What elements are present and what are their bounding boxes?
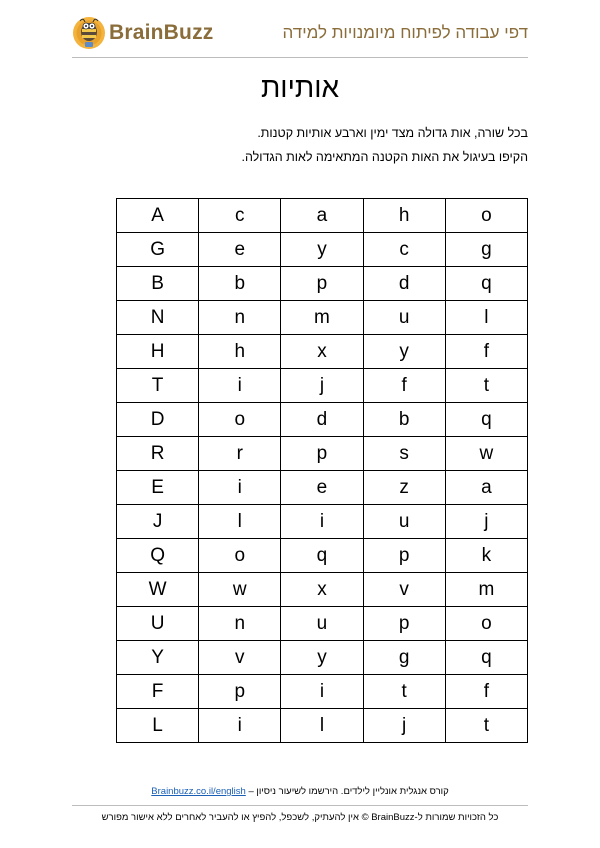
grid-row xyxy=(117,607,528,641)
instructions xyxy=(100,121,528,169)
lowercase-letter-cell[interactable]: f xyxy=(445,335,527,369)
grid-row xyxy=(117,437,528,471)
lowercase-letter-cell[interactable]: j xyxy=(281,369,363,403)
lowercase-letter-cell[interactable]: z xyxy=(363,471,445,505)
lowercase-letter-cell[interactable]: x xyxy=(281,573,363,607)
lowercase-letter-cell[interactable]: f xyxy=(445,675,527,709)
copyright-notice: כל הזכויות שמורות ל-BrainBuzz © אין להעתיק, לשכפל, להפיץ או להעביר לאחרים ללא אישור מפורש xyxy=(101,812,499,823)
lowercase-letter-cell[interactable]: d xyxy=(281,403,363,437)
lowercase-letter-cell[interactable]: e xyxy=(281,471,363,505)
lowercase-letter-cell[interactable]: q xyxy=(281,539,363,573)
lowercase-letter-cell[interactable]: t xyxy=(445,709,527,743)
header-title: דפי עבודה לפיתוח מיומנויות למידה xyxy=(282,23,528,42)
lowercase-letter-cell[interactable]: g xyxy=(363,641,445,675)
lowercase-letter-cell[interactable]: n xyxy=(199,301,281,335)
lowercase-letter-cell[interactable]: l xyxy=(445,301,527,335)
lowercase-letter-cell[interactable]: p xyxy=(281,437,363,471)
lowercase-letter-cell[interactable]: p xyxy=(363,539,445,573)
lowercase-letter-cell[interactable]: e xyxy=(199,233,281,267)
lowercase-letter-cell[interactable]: c xyxy=(363,233,445,267)
footer-link[interactable]: Brainbuzz.co.il/english xyxy=(151,786,246,797)
bee-mascot-icon xyxy=(72,15,106,51)
lowercase-letter-cell[interactable]: m xyxy=(445,573,527,607)
uppercase-letter-cell: B xyxy=(117,267,199,301)
lowercase-letter-cell[interactable]: o xyxy=(199,403,281,437)
lowercase-letter-cell[interactable]: h xyxy=(363,199,445,233)
lowercase-letter-cell[interactable]: k xyxy=(445,539,527,573)
uppercase-letter-cell: T xyxy=(117,369,199,403)
lowercase-letter-cell[interactable]: p xyxy=(199,675,281,709)
lowercase-letter-cell[interactable]: h xyxy=(199,335,281,369)
grid-row xyxy=(117,199,528,233)
lowercase-letter-cell[interactable]: j xyxy=(363,709,445,743)
lowercase-letter-cell[interactable]: u xyxy=(281,607,363,641)
grid-row xyxy=(117,675,528,709)
grid-row xyxy=(117,301,528,335)
lowercase-letter-cell[interactable]: b xyxy=(199,267,281,301)
lowercase-letter-cell[interactable]: a xyxy=(281,199,363,233)
lowercase-letter-cell[interactable]: y xyxy=(281,233,363,267)
lowercase-letter-cell[interactable]: a xyxy=(445,471,527,505)
lowercase-letter-cell[interactable]: g xyxy=(445,233,527,267)
grid-row xyxy=(117,471,528,505)
lowercase-letter-cell[interactable]: x xyxy=(281,335,363,369)
lowercase-letter-cell[interactable]: i xyxy=(199,471,281,505)
lowercase-letter-cell[interactable]: s xyxy=(363,437,445,471)
grid-row xyxy=(117,335,528,369)
footer-promo xyxy=(0,786,600,797)
lowercase-letter-cell[interactable]: v xyxy=(363,573,445,607)
grid-row xyxy=(117,505,528,539)
lowercase-letter-cell[interactable]: d xyxy=(363,267,445,301)
uppercase-letter-cell: U xyxy=(117,607,199,641)
uppercase-letter-cell: H xyxy=(117,335,199,369)
lowercase-letter-cell[interactable]: o xyxy=(445,607,527,641)
lowercase-letter-cell[interactable]: i xyxy=(281,505,363,539)
uppercase-letter-cell: D xyxy=(117,403,199,437)
grid-row xyxy=(117,403,528,437)
instruction-line: הקיפו בעיגול את האות הקטנה המתאימה לאות הגדולה. xyxy=(241,150,528,164)
grid-row xyxy=(117,267,528,301)
lowercase-letter-cell[interactable]: f xyxy=(363,369,445,403)
lowercase-letter-cell[interactable]: i xyxy=(199,369,281,403)
logo-text: BrainBuzz xyxy=(109,21,214,44)
lowercase-letter-cell[interactable]: n xyxy=(199,607,281,641)
lowercase-letter-cell[interactable]: b xyxy=(363,403,445,437)
uppercase-letter-cell: N xyxy=(117,301,199,335)
uppercase-letter-cell: L xyxy=(117,709,199,743)
lowercase-letter-cell[interactable]: c xyxy=(199,199,281,233)
lowercase-letter-cell[interactable]: y xyxy=(281,641,363,675)
uppercase-letter-cell: J xyxy=(117,505,199,539)
grid-row xyxy=(117,709,528,743)
letter-matching-grid xyxy=(116,198,528,743)
grid-row xyxy=(117,539,528,573)
uppercase-letter-cell: Q xyxy=(117,539,199,573)
lowercase-letter-cell[interactable]: w xyxy=(445,437,527,471)
lowercase-letter-cell[interactable]: t xyxy=(363,675,445,709)
page-header xyxy=(72,12,528,54)
grid-row xyxy=(117,233,528,267)
grid-row xyxy=(117,369,528,403)
uppercase-letter-cell: A xyxy=(117,199,199,233)
lowercase-letter-cell[interactable]: j xyxy=(445,505,527,539)
lowercase-letter-cell[interactable]: m xyxy=(281,301,363,335)
footer-divider xyxy=(72,805,528,806)
lowercase-letter-cell[interactable]: t xyxy=(445,369,527,403)
lowercase-letter-cell[interactable]: o xyxy=(199,539,281,573)
uppercase-letter-cell: E xyxy=(117,471,199,505)
lowercase-letter-cell[interactable]: l xyxy=(199,505,281,539)
lowercase-letter-cell[interactable]: y xyxy=(363,335,445,369)
lowercase-letter-cell[interactable]: l xyxy=(281,709,363,743)
grid-row xyxy=(117,641,528,675)
lowercase-letter-cell[interactable]: i xyxy=(281,675,363,709)
page-title: אותיות xyxy=(260,72,340,103)
lowercase-letter-cell[interactable]: q xyxy=(445,641,527,675)
lowercase-letter-cell[interactable]: q xyxy=(445,403,527,437)
lowercase-letter-cell[interactable]: u xyxy=(363,505,445,539)
lowercase-letter-cell[interactable]: q xyxy=(445,267,527,301)
uppercase-letter-cell: G xyxy=(117,233,199,267)
header-divider xyxy=(72,57,528,58)
lowercase-letter-cell[interactable]: p xyxy=(281,267,363,301)
lowercase-letter-cell[interactable]: i xyxy=(199,709,281,743)
lowercase-letter-cell[interactable]: o xyxy=(445,199,527,233)
instruction-line: בכל שורה, אות גדולה מצד ימין וארבע אותיות קטנות. xyxy=(257,126,528,140)
lowercase-letter-cell[interactable]: r xyxy=(199,437,281,471)
uppercase-letter-cell: R xyxy=(117,437,199,471)
uppercase-letter-cell: W xyxy=(117,573,199,607)
grid-row xyxy=(117,573,528,607)
lowercase-letter-cell[interactable]: u xyxy=(363,301,445,335)
uppercase-letter-cell: F xyxy=(117,675,199,709)
lowercase-letter-cell[interactable]: p xyxy=(363,607,445,641)
uppercase-letter-cell: Y xyxy=(117,641,199,675)
lowercase-letter-cell[interactable]: v xyxy=(199,641,281,675)
lowercase-letter-cell[interactable]: w xyxy=(199,573,281,607)
footer-promo-text: קורס אנגלית אונליין לילדים. הירשמו לשיעור ניסיון – xyxy=(248,786,449,797)
brainbuzz-logo xyxy=(72,15,213,51)
